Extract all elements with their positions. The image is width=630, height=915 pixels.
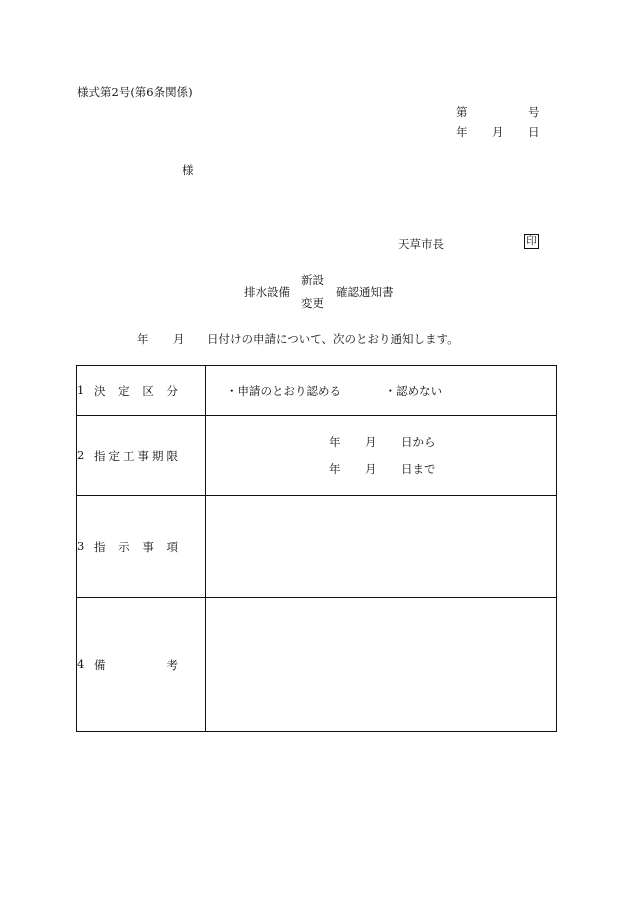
label-char: 事 — [142, 539, 154, 554]
label-char: 備 — [94, 657, 106, 672]
title-suffix: 確認通知書 — [336, 285, 394, 299]
intro-month: 月 — [173, 332, 185, 346]
label-decision — [77, 366, 206, 416]
issuer-title: 天草市長 — [398, 237, 444, 251]
period-to-month: 月 — [365, 461, 377, 476]
label-char: 分 — [166, 383, 178, 398]
label-remarks — [77, 598, 206, 732]
decision-options — [206, 366, 557, 416]
table-row-period — [77, 416, 557, 496]
remarks-value[interactable] — [206, 598, 557, 732]
decision-option-approve[interactable]: ・申請のとおり認める — [226, 383, 341, 398]
label-char: 定 — [108, 448, 120, 463]
table-row-instructions — [77, 496, 557, 598]
title-option-new: 新設 — [301, 273, 324, 287]
label-char: 区 — [142, 383, 154, 398]
period-to — [329, 456, 556, 483]
notice-table — [76, 365, 557, 732]
title-option-change: 変更 — [301, 296, 324, 310]
issue-date-year: 年 — [456, 125, 468, 139]
row-number: 3 — [77, 538, 85, 553]
label-char: 考 — [166, 657, 178, 672]
addressee-honorific: 様 — [182, 163, 194, 177]
label-char: 項 — [166, 539, 178, 554]
period-from-day: 日から — [401, 434, 436, 449]
period-to-year: 年 — [329, 461, 341, 476]
label-char: 工 — [123, 448, 135, 463]
seal-mark: 印 — [524, 234, 539, 249]
label-char: 決 — [94, 383, 106, 398]
doc-number-prefix: 第 — [456, 105, 468, 119]
table-row-remarks — [77, 598, 557, 732]
label-char: 指 — [94, 448, 106, 463]
table-row-decision — [77, 366, 557, 416]
decision-option-deny[interactable]: ・認めない — [384, 383, 443, 398]
period-values — [206, 416, 557, 496]
label-char: 限 — [166, 448, 178, 463]
label-instructions — [77, 496, 206, 598]
issue-date-day: 日 — [528, 125, 540, 139]
label-char: 指 — [94, 539, 106, 554]
title-prefix: 排水設備 — [244, 285, 290, 299]
issue-date-month: 月 — [492, 125, 504, 139]
intro-text: 日付けの申請について、次のとおり通知します。 — [207, 332, 459, 346]
label-char: 示 — [118, 539, 130, 554]
doc-number-suffix: 号 — [528, 105, 540, 119]
label-period — [77, 416, 206, 496]
row-number: 1 — [77, 382, 85, 397]
period-to-day: 日まで — [401, 461, 436, 476]
form-number: 様式第2号(第6条関係) — [77, 85, 193, 99]
label-char: 事 — [137, 448, 149, 463]
instructions-value[interactable] — [206, 496, 557, 598]
period-from — [329, 429, 556, 456]
period-from-year: 年 — [329, 434, 341, 449]
intro-year: 年 — [137, 332, 149, 346]
row-number: 4 — [77, 656, 85, 671]
label-char: 定 — [118, 383, 130, 398]
period-from-month: 月 — [365, 434, 377, 449]
label-char: 期 — [152, 448, 164, 463]
row-number: 2 — [77, 447, 85, 462]
